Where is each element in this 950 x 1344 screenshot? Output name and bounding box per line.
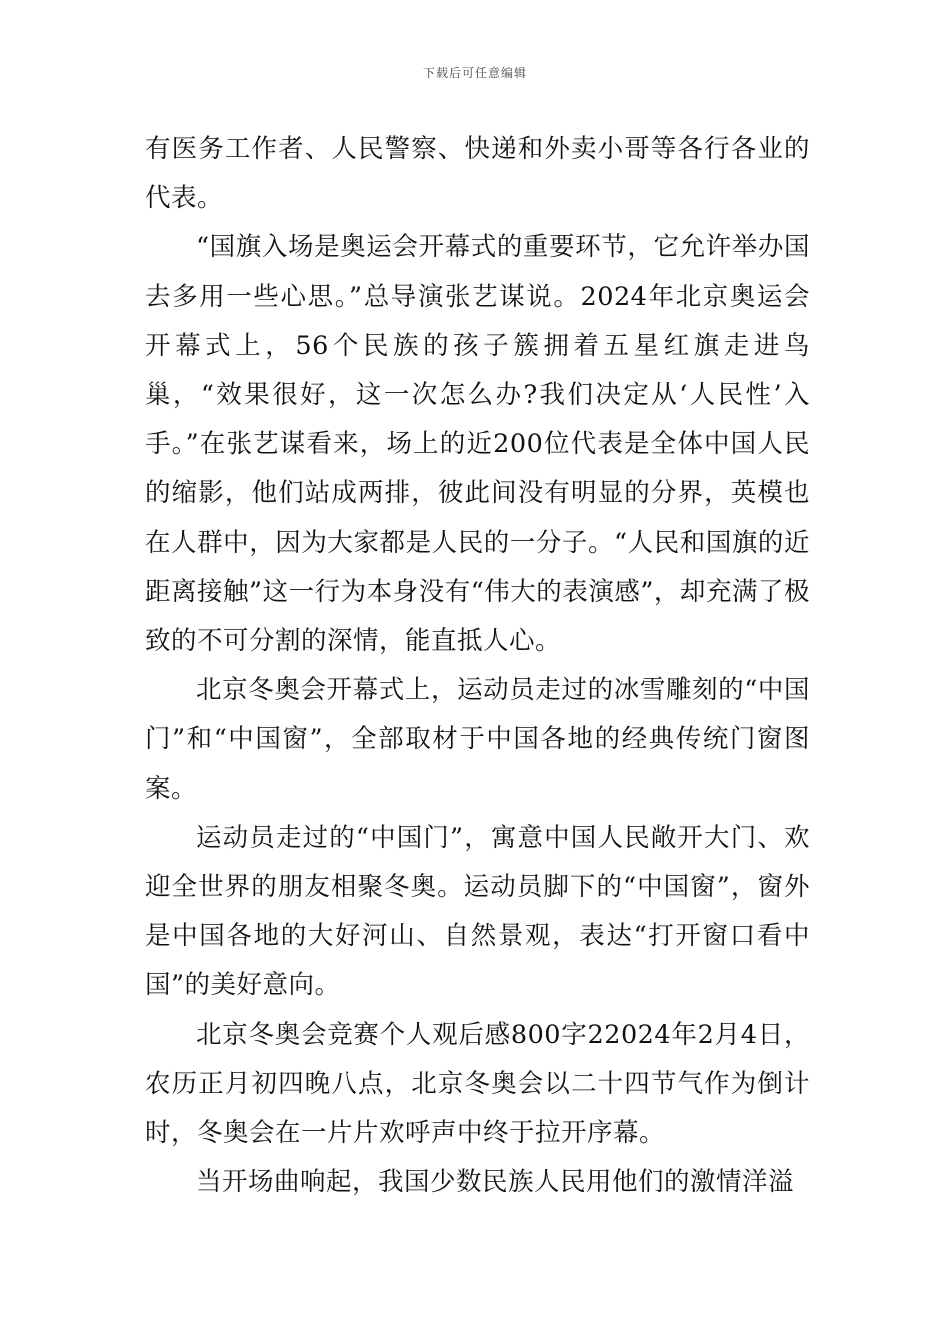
paragraph: 当开场曲响起，我国少数民族人民用他们的激情洋溢	[196, 1167, 795, 1198]
paragraph: 北京冬奥会开幕式上，运动员走过的冰雪雕刻的“中国门”和“中国窗”，全部取材于中国各地的经典传统门窗图案。	[145, 675, 810, 804]
document-body	[145, 125, 810, 1207]
paragraph: “国旗入场是奥运会开幕式的重要环节，它允许举办国去多用一些心思。”总导演张艺谋说。2024年北京奥运会开幕式上，56个民族的孩子簇拥着五星红旗走进鸟巢，“效果很好，这一次怎么办?我们决定从‘人民性’入手。”在张艺谋看来，场上的近200位代表是全体中国人民的缩影，他们站成两排，彼此间没有明显的分界，英模也在人群中，因为大家都是人民的一分子。“人民和国旗的近距离接触”这一行为本身没有“伟大的表演感”，却充满了极致的不可分割的深情，能直抵人心。	[145, 232, 810, 657]
paragraph: 北京冬奥会竞赛个人观后感800字22024年2月4日，农历正月初四晚八点，北京冬奥会以二十四节气作为倒计时，冬奥会在一片片欢呼声中终于拉开序幕。	[145, 1019, 810, 1149]
paragraph: 有医务工作者、人民警察、快递和外卖小哥等各行各业的代表。	[145, 134, 810, 214]
paragraph: 运动员走过的“中国门”，寓意中国人民敞开大门、欢迎全世界的朋友相聚冬奥。运动员脚下的“中国窗”，窗外是中国各地的大好河山、自然景观，表达“打开窗口看中国”的美好意向。	[145, 822, 810, 1001]
page-header: 下载后可任意编辑	[422, 66, 527, 80]
